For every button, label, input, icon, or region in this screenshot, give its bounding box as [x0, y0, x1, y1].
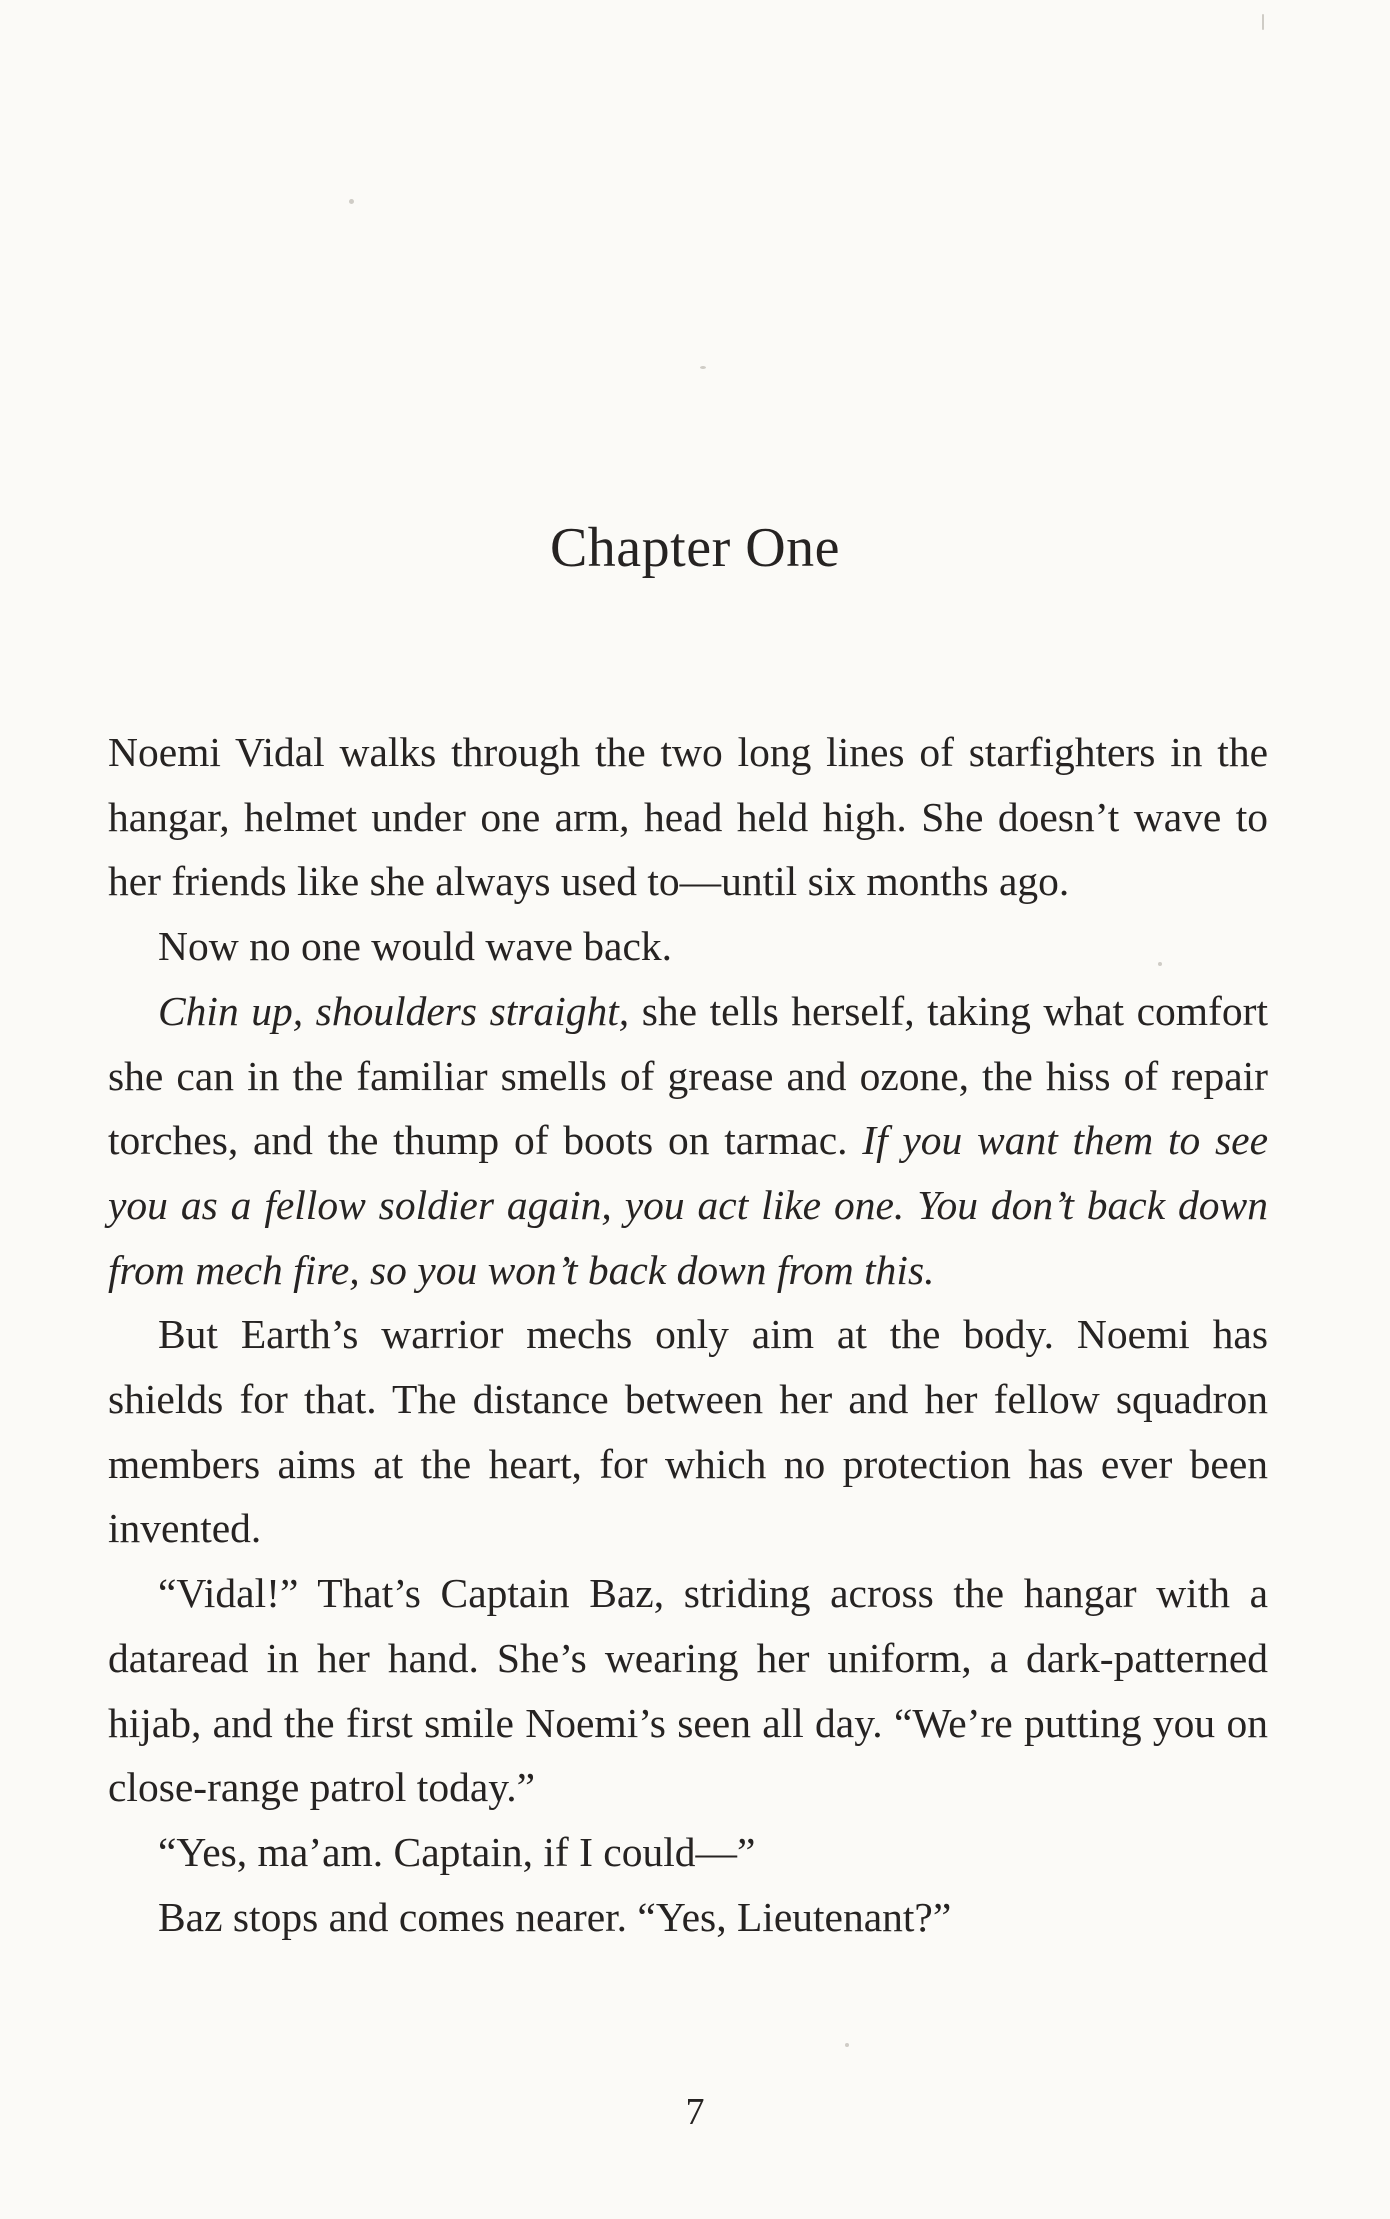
paper-speck	[349, 199, 354, 204]
text-run: But Earth’s warrior mechs only aim at the body. Noemi has shields for that. The distance between her and her fellow squadron members aims at the heart, for which no protection has ever been invented.	[108, 1311, 1268, 1552]
paragraph	[108, 720, 1268, 914]
page-number: 7	[685, 2091, 705, 2133]
text-run: “Vidal!” That’s Captain Baz, striding across the hangar with a dataread in her hand. She’s wearing her uniform, a dark-patterned hijab, and the first smile Noemi’s seen all day. “We’re putting you on close-range patrol today.”	[108, 1570, 1268, 1811]
paragraph	[108, 1302, 1268, 1561]
chapter-title: Chapter One	[549, 517, 841, 579]
paragraph	[108, 979, 1268, 1303]
text-run: Now no one would wave back.	[158, 923, 673, 970]
paragraph	[108, 1820, 1268, 1885]
chapter-body	[108, 720, 1268, 1949]
italic-text: If you want them to see you as a fellow soldier again, you act like one. You don’t back down from mech fire, so you won’t back down from this.	[108, 1117, 1268, 1293]
text-run: Baz stops and comes nearer. “Yes, Lieutenant?”	[158, 1893, 952, 1940]
text-run: she tells herself, taking what comfort she can in the familiar smells of grease and ozone, the hiss of repair torches, and the thump of boots on tarmac.	[108, 987, 1268, 1164]
paper-speck	[1262, 14, 1264, 30]
italic-text: Chin up, shoulders straight,	[158, 987, 630, 1034]
paper-speck	[700, 366, 706, 369]
paragraph	[108, 1561, 1268, 1820]
paper-speck	[845, 2043, 849, 2047]
text-run: Noemi Vidal walks through the two long lines of starfighters in the hangar, helmet under one arm, head held high. She doesn’t wave to her friends like she always used to—until six months ago.	[108, 729, 1268, 905]
paragraph	[108, 914, 1268, 979]
text-run: “Yes, ma’am. Captain, if I could—”	[158, 1828, 756, 1875]
paragraph	[108, 1885, 1268, 1950]
